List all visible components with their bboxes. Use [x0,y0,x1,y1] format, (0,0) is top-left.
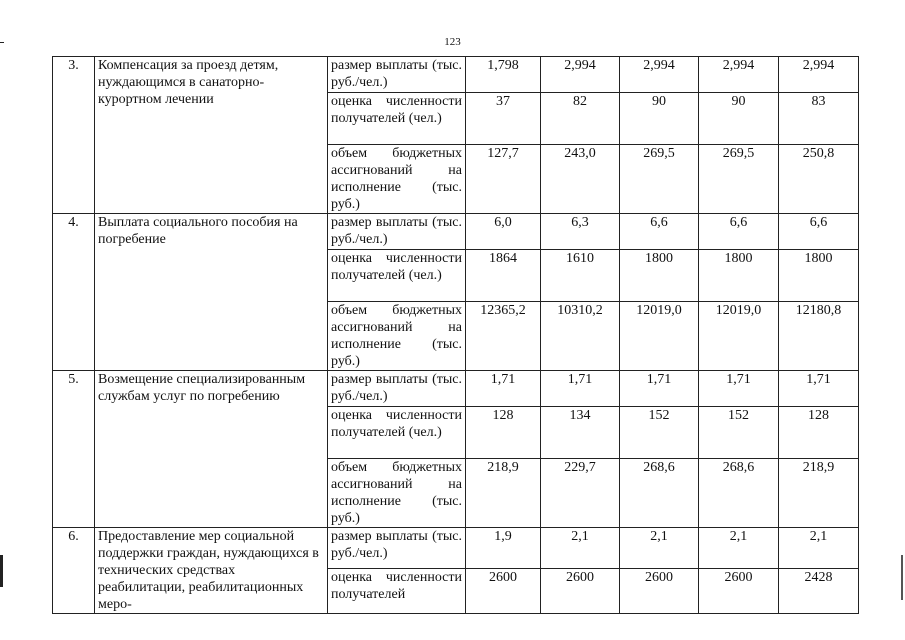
value-cell: 128 [466,407,541,459]
value-cell: 2,1 [541,528,620,569]
value-cell: 37 [466,93,541,145]
indicator-label: размер выплаты (тыс. руб./чел.) [328,371,466,407]
value-cell: 90 [699,93,779,145]
value-cell: 12365,2 [466,302,541,371]
value-cell: 1800 [779,250,859,302]
row-number: 4. [53,214,95,371]
value-cell: 1800 [699,250,779,302]
value-cell: 2,994 [541,57,620,93]
value-cell: 1,71 [541,371,620,407]
value-cell: 12019,0 [699,302,779,371]
value-cell: 229,7 [541,459,620,528]
value-cell: 2,1 [699,528,779,569]
benefits-table [52,56,859,614]
value-cell: 2600 [620,568,699,613]
table-row [53,214,859,250]
value-cell: 83 [779,93,859,145]
value-cell: 12019,0 [620,302,699,371]
value-cell: 10310,2 [541,302,620,371]
value-cell: 152 [620,407,699,459]
row-number: 6. [53,528,95,614]
value-cell: 218,9 [779,459,859,528]
value-cell: 152 [699,407,779,459]
value-cell: 1,71 [620,371,699,407]
scan-edge-mark [901,555,903,600]
value-cell: 1,9 [466,528,541,569]
value-cell: 6,6 [699,214,779,250]
value-cell: 6,6 [620,214,699,250]
indicator-label: размер выплаты (тыс. руб./чел.) [328,214,466,250]
value-cell: 1610 [541,250,620,302]
table-body [53,57,859,614]
value-cell: 268,6 [699,459,779,528]
indicator-label: размер выплаты (тыс. руб./чел.) [328,528,466,569]
value-cell: 2600 [466,568,541,613]
value-cell: 268,6 [620,459,699,528]
value-cell: 2600 [541,568,620,613]
indicator-label: оценка численности получателей (чел.) [328,93,466,145]
value-cell: 134 [541,407,620,459]
scan-edge-mark [0,42,4,43]
measure-name: Компенсация за проезд детям, нуждающимся в санаторно-курортном лечении [95,57,328,214]
value-cell: 250,8 [779,145,859,214]
table-row [53,371,859,407]
value-cell: 2600 [699,568,779,613]
row-number: 5. [53,371,95,528]
measure-name: Предоставление мер социальной поддержки граждан, нуждающихся в технических средствах реабилитации, реабилитационных меро- [95,528,328,614]
page-number: 123 [444,36,461,48]
value-cell: 2,1 [779,528,859,569]
value-cell: 6,3 [541,214,620,250]
value-cell: 6,6 [779,214,859,250]
value-cell: 1864 [466,250,541,302]
indicator-label: оценка численности получателей (чел.) [328,407,466,459]
value-cell: 12180,8 [779,302,859,371]
value-cell: 269,5 [699,145,779,214]
indicator-label: объем бюджетных ассигнований на исполнение (тыс. руб.) [328,145,466,214]
indicator-label: объем бюджетных ассигнований на исполнение (тыс. руб.) [328,459,466,528]
value-cell: 1,71 [779,371,859,407]
value-cell: 1,798 [466,57,541,93]
value-cell: 218,9 [466,459,541,528]
value-cell: 243,0 [541,145,620,214]
value-cell: 128 [779,407,859,459]
indicator-label: объем бюджетных ассигнований на исполнение (тыс. руб.) [328,302,466,371]
value-cell: 2,994 [699,57,779,93]
value-cell: 2,994 [620,57,699,93]
scan-edge-mark [0,555,3,587]
value-cell: 2,1 [620,528,699,569]
value-cell: 1,71 [699,371,779,407]
value-cell: 2428 [779,568,859,613]
measure-name: Возмещение специализированным службам услуг по погребению [95,371,328,528]
measure-name: Выплата социального пособия на погребение [95,214,328,371]
value-cell: 127,7 [466,145,541,214]
value-cell: 6,0 [466,214,541,250]
table-row [53,528,859,569]
value-cell: 1800 [620,250,699,302]
table-row [53,57,859,93]
indicator-label: размер выплаты (тыс. руб./чел.) [328,57,466,93]
indicator-label: оценка численности получателей (чел.) [328,250,466,302]
value-cell: 90 [620,93,699,145]
value-cell: 269,5 [620,145,699,214]
indicator-label: оценка численности получателей [328,568,466,613]
value-cell: 1,71 [466,371,541,407]
row-number: 3. [53,57,95,214]
value-cell: 82 [541,93,620,145]
value-cell: 2,994 [779,57,859,93]
